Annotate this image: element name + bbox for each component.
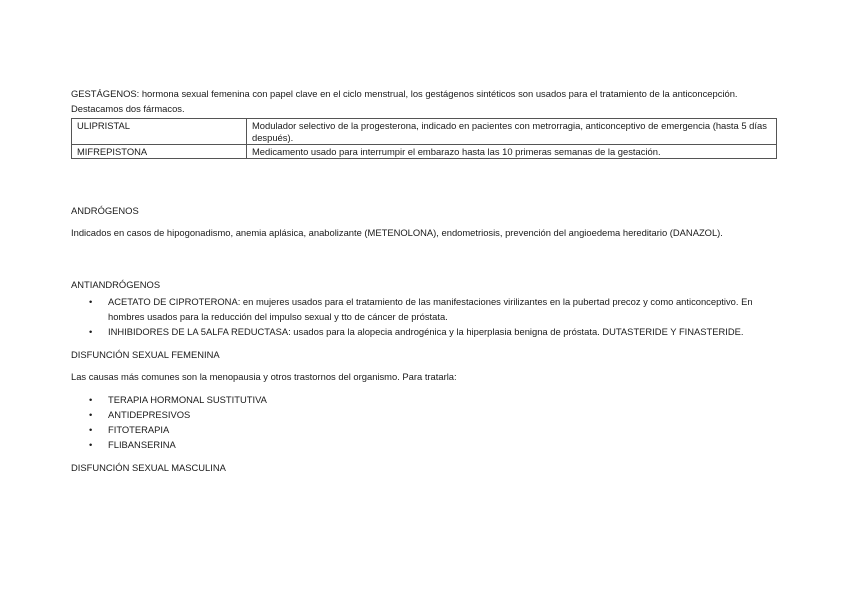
document-page [71, 86, 777, 475]
list-item [71, 407, 777, 422]
bullet-icon: • [89, 296, 93, 307]
list-item-text: ANTIDEPRESIVOS [108, 409, 191, 420]
list-item [71, 392, 777, 407]
antiandrogenos-list [71, 294, 777, 339]
bullet-icon: • [89, 439, 93, 450]
disfuncion-femenina-list [71, 392, 777, 452]
disfuncion-femenina-text: Las causas más comunes son la menopausia y otros trastornos del organismo. Para tratarla: [71, 371, 457, 382]
table-row [72, 145, 777, 159]
antiandrogenos-heading: ANTIANDRÓGENOS [71, 279, 161, 290]
bullet-icon: • [89, 409, 93, 420]
androgenos-heading: ANDRÓGENOS [71, 205, 139, 216]
disfuncion-femenina-heading: DISFUNCIÓN SEXUAL FEMENINA [71, 349, 220, 360]
table-cell-drug: MIFREPISTONA [72, 145, 247, 159]
gestagenos-table [71, 118, 777, 159]
bullet-icon: • [89, 424, 93, 435]
bullet-icon: • [89, 326, 93, 337]
bullet-icon: • [89, 394, 93, 405]
list-item [71, 294, 777, 324]
list-item-text: FITOTERAPIA [108, 424, 170, 435]
list-item-text: FLIBANSERINA [108, 439, 176, 450]
table-cell-description: Medicamento usado para interrumpir el embarazo hasta las 10 primeras semanas de la gestación. [247, 145, 777, 159]
list-item-text: ACETATO DE CIPROTERONA: en mujeres usados para el tratamiento de las manifestaciones virilizantes en la pubertad precoz y como anticonceptivo. En hombres usados para la reducción del impulso sexual y tto de cáncer de próstata. [108, 296, 753, 322]
list-item-text: TERAPIA HORMONAL SUSTITUTIVA [108, 394, 267, 405]
list-item [71, 422, 777, 437]
disfuncion-masculina-heading: DISFUNCIÓN SEXUAL MASCULINA [71, 462, 226, 473]
list-item [71, 437, 777, 452]
list-item [71, 324, 777, 339]
table-cell-description: Modulador selectivo de la progesterona, indicado en pacientes con metrorragia, anticonceptivo de emergencia (hasta 5 días después). [247, 119, 777, 145]
list-item-text: INHIBIDORES DE LA 5ALFA REDUCTASA: usados para la alopecia androgénica y la hiperplasia benigna de próstata. DUTASTERIDE Y FINASTERIDE. [108, 326, 744, 337]
androgenos-text: Indicados en casos de hipogonadismo, anemia aplásica, anabolizante (METENOLONA), endometriosis, prevención del angioedema hereditario (DANAZOL). [71, 227, 723, 238]
gestagenos-intro: GESTÁGENOS: hormona sexual femenina con papel clave en el ciclo menstrual, los gestágenos sintéticos son usados para el tratamiento de la anticoncepción. Destacamos dos fármacos. [71, 88, 738, 114]
table-cell-drug: ULIPRISTAL [72, 119, 247, 145]
table-row [72, 119, 777, 145]
